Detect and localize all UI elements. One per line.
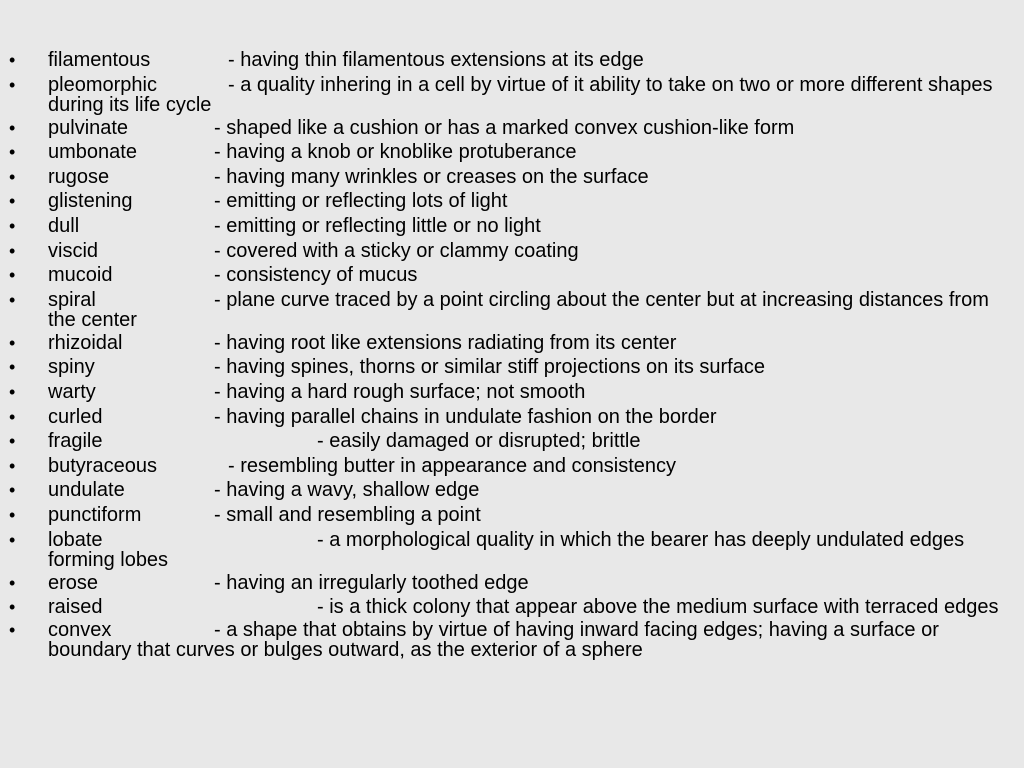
- glossary-entry-erose: [0, 573, 1024, 593]
- definition-text: - a shape that obtains by virtue of having inward facing edges; having a surface or boundary that curves or bulges outward, as the exterior of a sphere: [48, 619, 939, 662]
- definition-text: - small and resembling a point: [214, 503, 481, 526]
- definition-text: - easily damaged or disrupted; brittle: [317, 430, 641, 453]
- glossary-entry-spiral: [0, 290, 1024, 330]
- glossary-entry-mucoid: [0, 265, 1024, 285]
- bullet-icon: •: [9, 215, 16, 236]
- bullet-icon: •: [9, 357, 16, 378]
- bullet-icon: •: [9, 265, 16, 286]
- bullet-icon: •: [9, 289, 16, 310]
- glossary-entry-umbonate: [0, 142, 1024, 162]
- bullet-icon: •: [9, 620, 16, 641]
- term-label: rhizoidal: [48, 331, 123, 354]
- bullet-icon: •: [9, 455, 16, 476]
- term-label: undulate: [48, 479, 125, 502]
- bullet-icon: •: [9, 50, 16, 70]
- glossary-entry-pleomorphic: [0, 75, 1024, 115]
- definition-text: - having spines, thorns or similar stiff projections on its surface: [214, 356, 765, 379]
- glossary-entry-convex: [0, 620, 1024, 660]
- bullet-icon: •: [9, 406, 16, 427]
- definition-text: - having many wrinkles or creases on the surface: [214, 165, 649, 188]
- term-label: spiny: [48, 356, 95, 379]
- term-label: glistening: [48, 190, 133, 213]
- bullet-icon: •: [9, 332, 16, 353]
- bullet-icon: •: [9, 529, 16, 550]
- bullet-icon: •: [9, 142, 16, 163]
- definition-text: - having root like extensions radiating from its center: [214, 331, 677, 354]
- glossary-entry-raised: [0, 597, 1024, 617]
- bullet-icon: •: [9, 504, 16, 525]
- term-label: butyraceous: [48, 454, 157, 477]
- glossary-entry-pulvinate: [0, 118, 1024, 138]
- definition-text: - a quality inhering in a cell by virtue of it ability to take on two or more different shapes during its life cycle: [48, 73, 993, 116]
- definition-text: - having parallel chains in undulate fashion on the border: [214, 405, 717, 428]
- definition-text: - having an irregularly toothed edge: [214, 571, 529, 594]
- term-label: lobate: [48, 528, 103, 551]
- term-label: warty: [48, 380, 96, 403]
- definition-text: - shaped like a cushion or has a marked convex cushion-like form: [214, 116, 795, 139]
- bullet-icon: •: [9, 431, 16, 452]
- bullet-icon: •: [9, 191, 16, 212]
- definition-text: - having thin filamentous extensions at its edge: [228, 49, 644, 71]
- definition-text: - having a knob or knoblike protuberance: [214, 141, 577, 164]
- glossary-entry-undulate: [0, 480, 1024, 500]
- glossary-entry-curled: [0, 407, 1024, 427]
- glossary-entry-glistening: [0, 191, 1024, 211]
- glossary-entry-spiny: [0, 357, 1024, 377]
- term-label: erose: [48, 571, 99, 594]
- term-label: spiral: [48, 288, 96, 311]
- term-label: pleomorphic: [48, 73, 157, 96]
- glossary-entry-rugose: [0, 167, 1024, 187]
- term-label: umbonate: [48, 141, 137, 164]
- glossary-entry-punctiform: [0, 505, 1024, 525]
- definition-text: - a morphological quality in which the bearer has deeply undulated edges forming lobes: [48, 528, 965, 571]
- definition-text: - emitting or reflecting little or no light: [214, 214, 541, 237]
- term-label: pulvinate: [48, 116, 129, 139]
- term-label: fragile: [48, 430, 103, 453]
- definition-text: - consistency of mucus: [214, 264, 418, 287]
- glossary-entry-warty: [0, 382, 1024, 402]
- glossary-entry-butyraceous: [0, 456, 1024, 476]
- definition-text: - having a wavy, shallow edge: [214, 479, 480, 502]
- glossary-entry-rhizoidal: [0, 333, 1024, 353]
- term-label: filamentous: [48, 49, 151, 71]
- glossary-list: [0, 50, 1024, 663]
- term-label: viscid: [48, 239, 99, 262]
- bullet-icon: •: [9, 166, 16, 187]
- definition-text: - emitting or reflecting lots of light: [214, 190, 508, 213]
- bullet-icon: •: [9, 240, 16, 261]
- term-label: punctiform: [48, 503, 142, 526]
- definition-text: - covered with a sticky or clammy coating: [214, 239, 579, 262]
- glossary-entry-dull: [0, 216, 1024, 236]
- bullet-icon: •: [9, 117, 16, 138]
- term-label: raised: [48, 596, 103, 619]
- term-label: dull: [48, 214, 80, 237]
- definition-text: - plane curve traced by a point circling about the center but at increasing distances from the center: [48, 288, 989, 331]
- bullet-icon: •: [9, 480, 16, 501]
- bullet-icon: •: [9, 572, 16, 593]
- bullet-icon: •: [9, 381, 16, 402]
- definition-text: - is a thick colony that appear above the medium surface with terraced edges: [317, 596, 999, 619]
- term-label: curled: [48, 405, 103, 428]
- term-label: convex: [48, 619, 112, 642]
- glossary-entry-viscid: [0, 241, 1024, 261]
- glossary-entry-filamentous: [0, 50, 1024, 70]
- definition-text: - resembling butter in appearance and consistency: [228, 454, 677, 477]
- bullet-icon: •: [9, 597, 16, 618]
- glossary-entry-lobate: [0, 530, 1024, 570]
- bullet-icon: •: [9, 74, 16, 95]
- term-label: mucoid: [48, 264, 113, 287]
- definition-text: - having a hard rough surface; not smooth: [214, 380, 586, 403]
- term-label: rugose: [48, 165, 110, 188]
- glossary-entry-fragile: [0, 431, 1024, 451]
